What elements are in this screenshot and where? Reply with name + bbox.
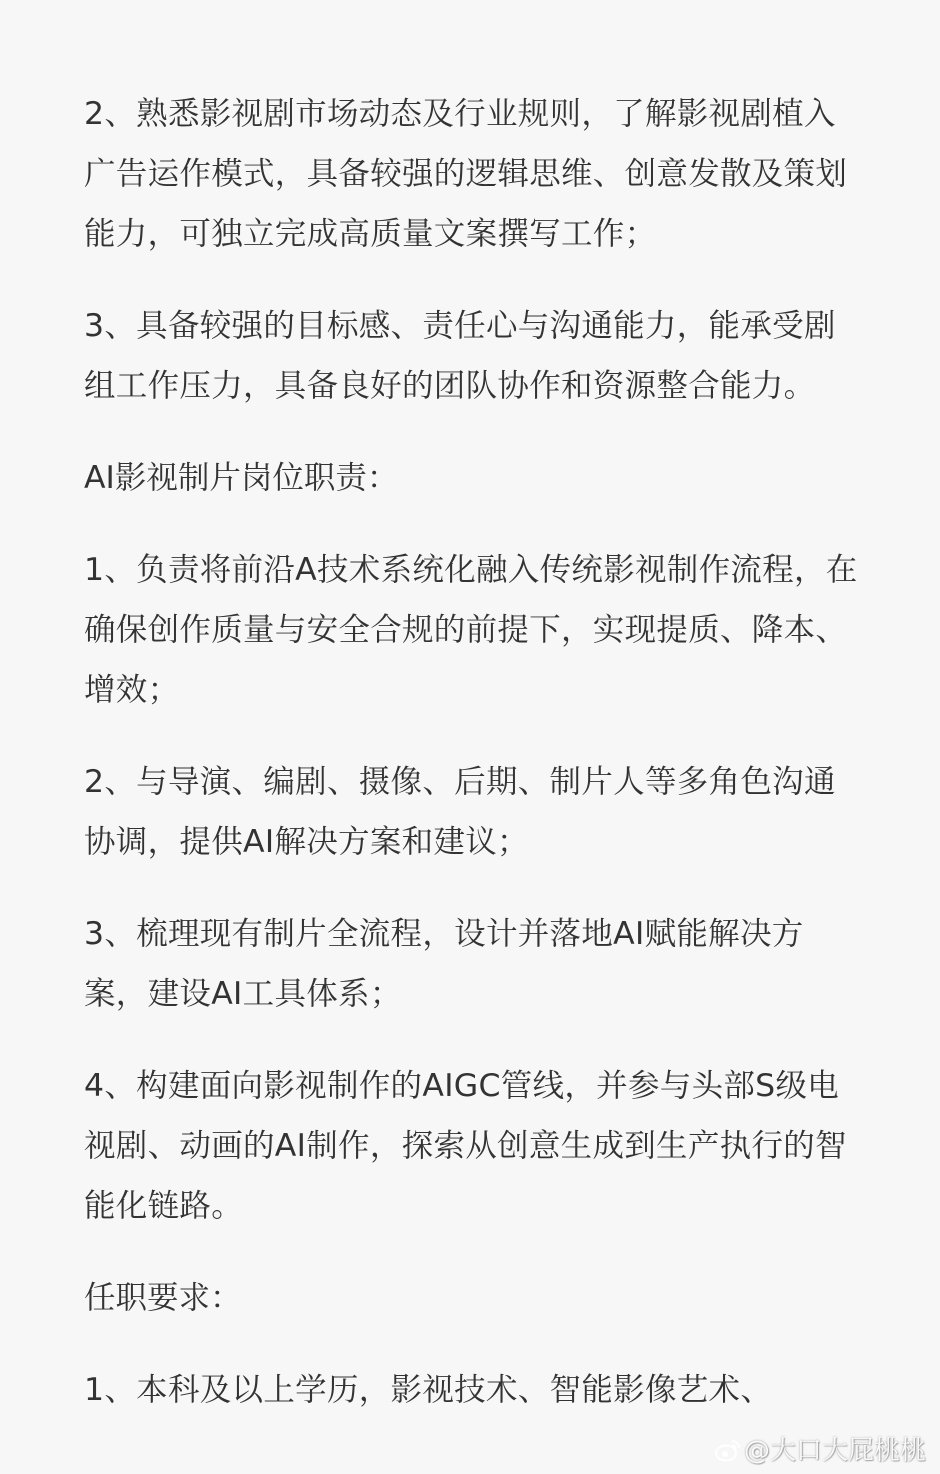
paragraph-duty-4: 4、构建面向影视制作的AIGC管线，并参与头部S级电视剧、动画的AI制作，探索从创意生成到生产执行的智能化链路。 bbox=[84, 1068, 847, 1224]
section-heading-ai-producer-duties: AI影视制片岗位职责： bbox=[84, 460, 399, 496]
section-heading-job-requirements: 任职要求： bbox=[84, 1280, 242, 1316]
paragraph-requirement-2: 2、熟悉影视剧市场动态及行业规则，了解影视剧植入广告运作模式，具备较强的逻辑思维、创意发散及策划能力，可独立完成高质量文案撰写工作； bbox=[84, 96, 848, 252]
watermark-text: @大口大屁桃桃 bbox=[743, 1436, 926, 1466]
article-body bbox=[84, 84, 860, 1452]
weibo-watermark bbox=[714, 1434, 926, 1468]
weibo-logo-icon bbox=[714, 1437, 742, 1465]
paragraph-duty-3: 3、梳理现有制片全流程，设计并落地AI赋能解决方案，建设AI工具体系； bbox=[84, 916, 804, 1012]
paragraph-job-requirement-1: 1、本科及以上学历，影视技术、智能影像艺术、 bbox=[84, 1372, 773, 1408]
paragraph-duty-1: 1、负责将前沿A技术系统化融入传统影视制作流程，在确保创作质量与安全合规的前提下，实现提质、降本、增效； bbox=[84, 552, 858, 708]
paragraph-duty-2: 2、与导演、编剧、摄像、后期、制片人等多角色沟通协调，提供AI解决方案和建议； bbox=[84, 764, 836, 860]
paragraph-requirement-3: 3、具备较强的目标感、责任心与沟通能力，能承受剧组工作压力，具备良好的团队协作和资源整合能力。 bbox=[84, 308, 836, 404]
